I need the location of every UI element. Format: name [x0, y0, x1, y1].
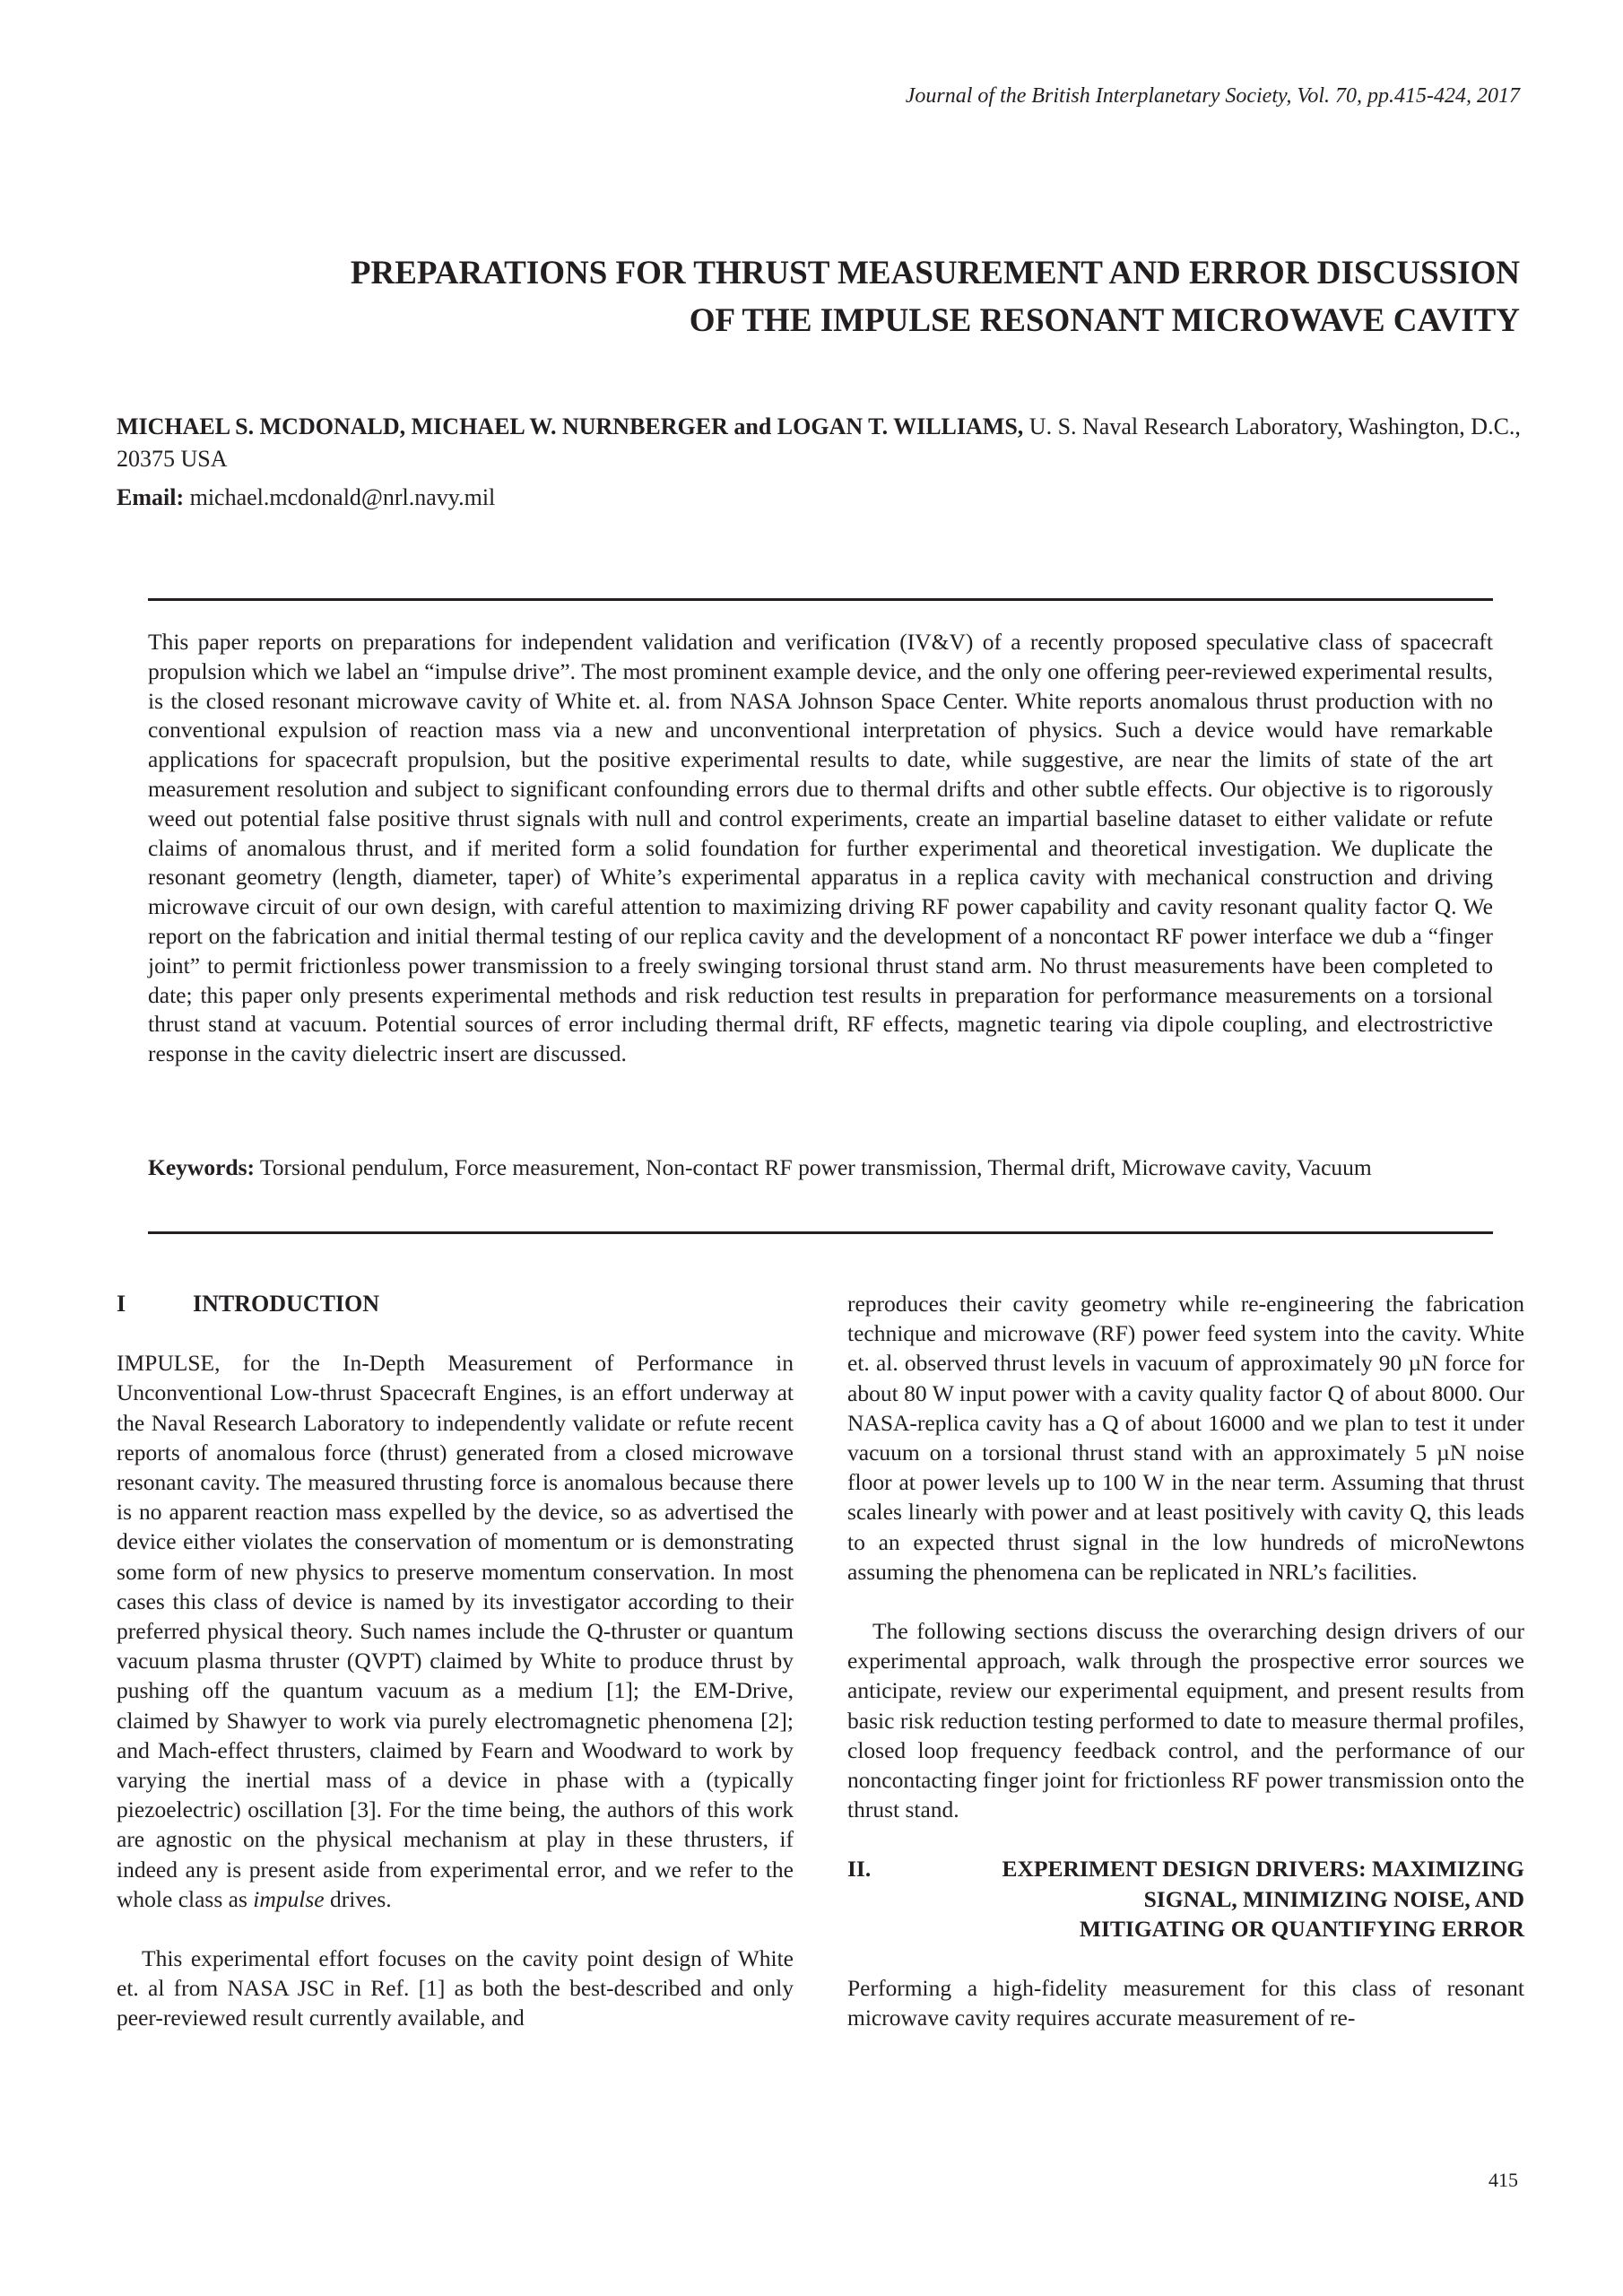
section-2-title: [847, 1854, 1524, 1944]
section-1-heading: [117, 1289, 794, 1318]
section-2-number: II.: [847, 1856, 872, 1883]
abstract: This paper reports on preparations for independent validation and verification (IV&V) of a recently proposed speculative class of spacecraft propulsion which we label an “impulse drive”. The most prominent example device, and the only one offering peer-reviewed experimental results, is the closed resonant microwave cavity of White et. al. from NASA Johnson Space Center. White reports anomalous thrust production with no conventional expulsion of reaction mass via a new and unconventional interpretation of physics. Such a device would have remarkable applications for spacecraft propulsion, but the positive experimental results to date, while suggestive, are near the limits of state of the art measurement resolution and subject to significant confounding errors due to thermal drifts and other subtle effects. Our objective is to rigorously weed out potential false positive thrust signals with null and control experiments, create an impartial baseline dataset to either validate or refute claims of anomalous thrust, and if merited form a solid foundation for further experimental and theoretical investigation. We duplicate the resonant geometry (length, diameter, taper) of White’s experimental apparatus in a replica cavity with mechanical construction and driving microwave circuit of our own design, with careful attention to maximizing driving RF power capability and cavity resonant quality factor Q. We report on the fabrication and initial thermal testing of our replica cavity and the development of a noncontact RF power interface we dub a “finger joint” to permit frictionless power transmission to a freely swinging torsional thrust stand arm. No thrust measurements have been completed to date; this paper only presents experimental methods and risk reduction test results in preparation for performance measurements on a torsional thrust stand at vacuum. Potential sources of error including thermal drift, RF effects, magnetic tearing via dipole coupling, and electrostrictive response in the cavity dielectric insert are discussed.: [148, 629, 1493, 1067]
section-2-title-line-2: SIGNAL, MINIMIZING NOISE, AND: [1143, 1885, 1524, 1912]
abstract-top-rule: [148, 598, 1493, 601]
intro-paragraph-1: [117, 1348, 794, 1914]
title-line-2: OF THE IMPULSE RESONANT MICROWAVE CAVITY: [689, 302, 1520, 339]
intro-paragraph-3: reproduces their cavity geometry while re-engineering the fabrication technique and microwave (RF) power feed system into the cavity. White et. al. observed thrust levels in vacuum of approximately 90 µN force for about 80 W input power with a cavity quality factor Q of about 8000. Our NASA-replica cavity has a Q of about 16000 and we plan to test it under vacuum on a torsional thrust stand with an approximately 5 µN noise floor at power levels up to 100 W in the near term. Assuming that thrust scales linearly with power and at least positively with cavity Q, this leads to an expected thrust signal in the low hundreds of microNewtons assuming the phenomena can be replicated in NRL’s facilities.: [847, 1291, 1524, 1585]
intro-p1-emphasis: impulse: [253, 1885, 325, 1912]
section-2-paragraph-1: Performing a high-fidelity measurement for this class of resonant microwave cavity requires accurate measurement of re-: [847, 1975, 1524, 2031]
title-line-1: PREPARATIONS FOR THRUST MEASUREMENT AND ERROR DISCUSSION: [350, 255, 1520, 291]
section-2-heading: [847, 1854, 1524, 1944]
keywords: [148, 1153, 1493, 1183]
author-names: MICHAEL S. MCDONALD, MICHAEL W. NURNBERGER and LOGAN T. WILLIAMS,: [117, 413, 1024, 439]
contact-email: [117, 484, 495, 511]
section-2-title-line-3: MITIGATING OR QUANTIFYING ERROR: [1079, 1915, 1524, 1942]
left-column: [117, 1289, 794, 2033]
journal-citation: Journal of the British Interplanetary Society, Vol. 70, pp.415-424, 2017: [905, 84, 1520, 108]
abstract-bottom-rule: [148, 1231, 1493, 1234]
paper-title: [117, 249, 1520, 344]
page-number: 415: [1488, 2169, 1518, 2191]
keywords-list: Torsional pendulum, Force measurement, Non-contact RF power transmission, Thermal drift, Microwave cavity, Vacuum: [259, 1154, 1372, 1180]
keywords-label: Keywords:: [148, 1154, 255, 1180]
right-column: [847, 1289, 1524, 2032]
section-2-title-line-1: EXPERIMENT DESIGN DRIVERS: MAXIMIZING: [1002, 1856, 1524, 1883]
author-affiliation: U. S. Naval Research Laboratory, Washington, D.C., 20375 USA: [117, 413, 1521, 472]
intro-paragraph-2: This experimental effort focuses on the cavity point design of White et. al from NASA JSC in Ref. [1] as both the best-described and only peer-reviewed result currently available, and: [117, 1945, 794, 2031]
section-1-number: I: [117, 1291, 126, 1317]
intro-p1-text: IMPULSE, for the In-Depth Measurement of Performance in Unconventional Low-thrust Spacecraft Engines, is an effort underway at the Naval Research Laboratory to independently validate or refute recent reports of anomalous force (thrust) generated from a closed microwave resonant cavity. The measured thrusting force is anomalous because there is no apparent reaction mass expelled by the device, so as advertised the device either violates the conservation of momentum or is demonstrating some form of new physics to preserve momentum conservation. In most cases this class of device is named by its investigator according to their preferred physical theory. Such names include the Q-thruster or quantum vacuum plasma thruster (QVPT) claimed by White to produce thrust by pushing off the quantum vacuum as a medium [1]; the EM-Drive, claimed by Shawyer to work via purely electromagnetic phenomena [2]; and Mach-effect thrusters, claimed by Fearn and Woodward to work by varying the inertial mass of a device in phase with a (typically piezoelectric) oscillation [3]. For the time being, the authors of this work are agnostic on the physical mechanism at play in these thrusters, if indeed any is present aside from experimental error, and we refer to the whole class as: [117, 1350, 794, 1912]
intro-p1-tail: drives.: [329, 1885, 392, 1912]
email-address[interactable]: michael.mcdonald@nrl.navy.mil: [189, 484, 496, 510]
intro-paragraph-4: The following sections discuss the overarching design drivers of our experimental approach, walk through the prospective error sources we anticipate, review our experimental equipment, and present results from basic risk reduction testing performed to date to measure thermal profiles, closed loop frequency feedback control, and the performance of our noncontacting finger joint for frictionless RF power transmission onto the thrust stand.: [847, 1618, 1524, 1823]
author-block: [117, 411, 1524, 475]
email-label: Email:: [117, 484, 185, 510]
section-1-title: INTRODUCTION: [193, 1291, 380, 1317]
